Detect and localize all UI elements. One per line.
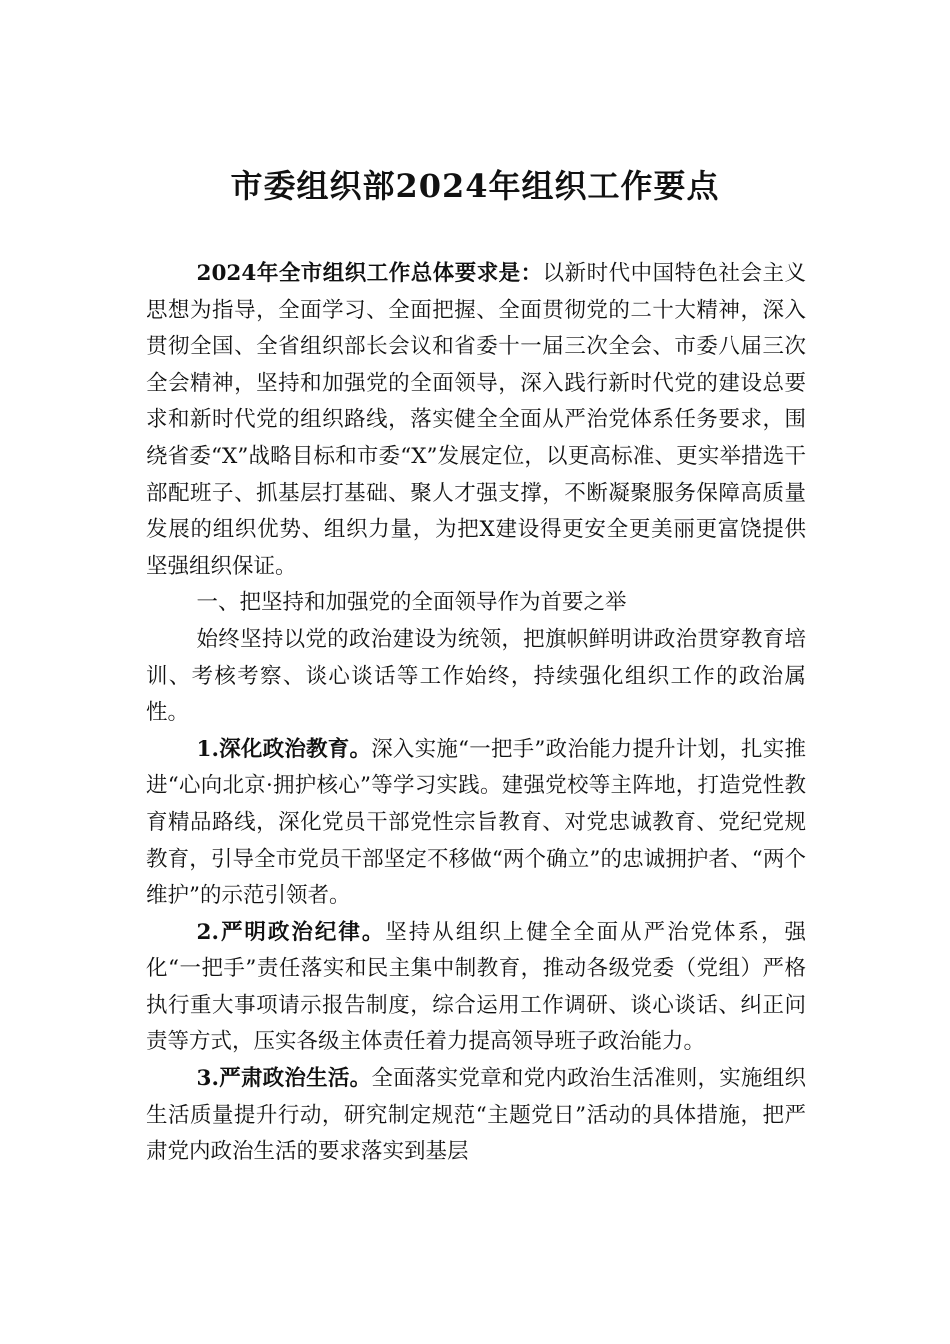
section-paragraph: 始终坚持以党的政治建设为统领，把旗帜鲜明讲政治贯穿教育培训、考核考察、谈心谈话等工作始终，持续强化组织工作的政治属性。 [146, 626, 806, 726]
item-paragraph-3 [146, 1061, 806, 1171]
item-paragraph-2 [146, 915, 806, 1061]
intro-text: 以新时代中国特色社会主义思想为指导，全面学习、全面把握、全面贯彻党的二十大精神，深入贯彻全国、全省组织部长会议和省委十一届三次全会、市委八届三次全会精神，坚持和加强党的全面领导，深入践行新时代党的建设总要求和新时代党的组织路线，落实健全全面从严治党体系任务要求，围绕省委“X”战略目标和市委“X”发展定位，以更高标准、更实举措选干部配班子、抓基层打基础、聚人才强支撑，不断凝聚服务保障高质量发展的组织优势、组织力量，为把X建设得更安全更美丽更富饶提供坚强组织保证。 [146, 261, 806, 579]
item-lead-1: 1.深化政治教育。 [196, 736, 372, 762]
document-body [146, 256, 806, 1171]
item-text-1: 深入实施“一把手”政治能力提升计划，扎实推进“心向北京·拥护核心”等学习实践。建强党校等主阵地，打造党性教育精品路线，深化党员干部党性宗旨教育、对党忠诚教育、党纪党规教育，引导全市党员干部坚定不移做“两个确立”的忠诚拥护者、“两个维护”的示范引领者。 [146, 736, 806, 909]
intro-lead: 2024年全市组织工作总体要求是： [196, 261, 543, 286]
item-lead-2: 2.严明政治纪律。 [196, 919, 386, 945]
item-text-2: 坚持从组织上健全全面从严治党体系，强化“一把手”责任落实和民主集中制教育，推动各级党委（党组）严格执行重大事项请示报告制度，综合运用工作调研、谈心谈话、纠正问责等方式，压实各级主体责任着力提高领导班子政治能力。 [146, 919, 806, 1055]
document-title: 市委组织部2024年组织工作要点 [230, 167, 720, 205]
item-lead-3: 3.严肃政治生活。 [196, 1066, 372, 1092]
intro-paragraph [146, 256, 806, 585]
item-paragraph-1 [146, 732, 806, 915]
section-heading: 一、把坚持和加强党的全面领导作为首要之举 [196, 590, 627, 616]
item-text-3: 全面落实党章和党内政治生活准则，实施组织生活质量提升行动，研究制定规范“主题党日”活动的具体措施，把严肃党内政治生活的要求落实到基层 [146, 1066, 806, 1165]
